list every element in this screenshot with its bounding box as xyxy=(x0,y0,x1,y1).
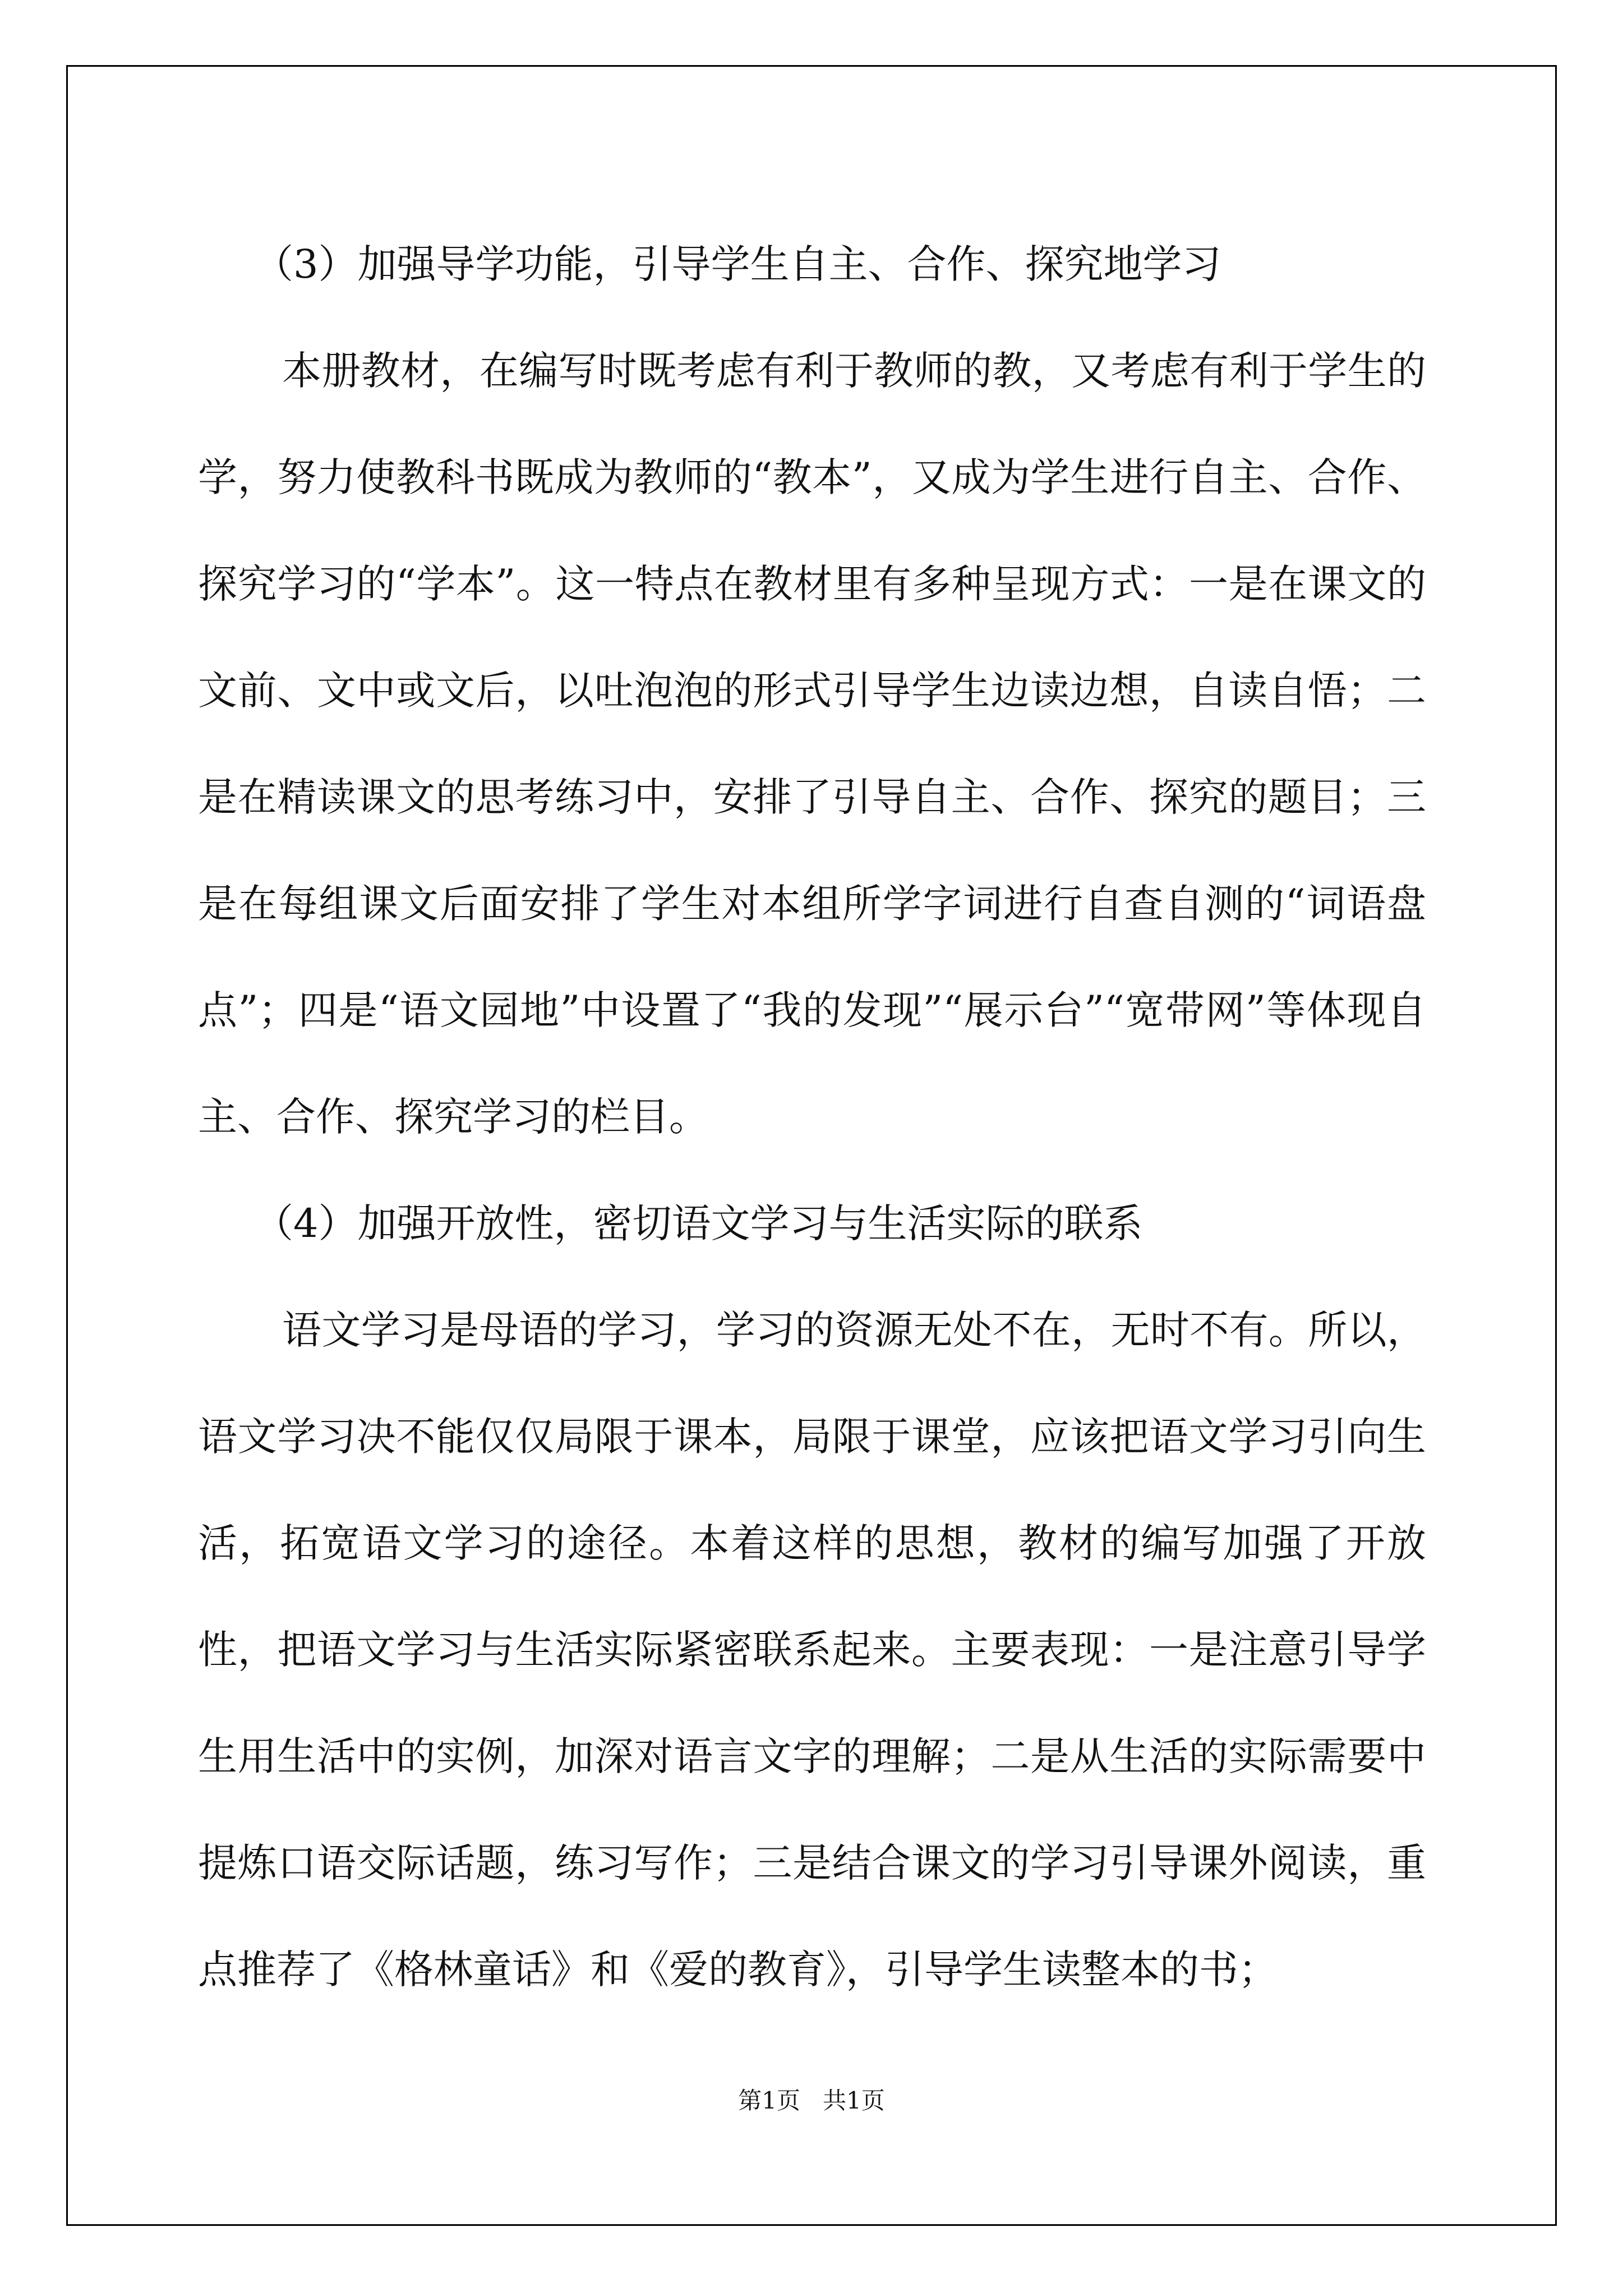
page-total: 共1页 xyxy=(823,2087,885,2114)
section-heading-4: （4）加强开放性，密切语文学习与生活实际的联系 xyxy=(254,1200,1143,1246)
paragraph-1: 本册教材，在编写时既考虑有利于教师的教，又考虑有利于学生的学，努力使教科书既成为教师的“教本”，又成为学生进行自主、合作、探究学习的“学本”。这一特点在教材里有多种呈现方式：一是在课文的文前、文中或文后，以吐泡泡的形式引导学生边读边想，自读自悟；二是在精读课文的思考练习中，安排了引导自主、合作、探究的题目；三是在每组课文后面安排了学生对本组所学字词进行自查自测的“词语盘点”；四是“语文园地”中设置了“我的发现”“展示台”“宽带网”等体现自主、合作、探究学习的栏目。 xyxy=(198,348,1426,1140)
section-heading-3: （3）加强导学功能，引导学生自主、合作、探究地学习 xyxy=(254,241,1221,287)
document-body xyxy=(198,211,1426,2023)
page-number: 第1页 xyxy=(738,2087,800,2114)
paragraph-2: 语文学习是母语的学习，学习的资源无处不在，无时不有。所以，语文学习决不能仅仅局限于课本，局限于课堂，应该把语文学习引向生活，拓宽语文学习的途径。本着这样的思想，教材的编写加强了开放性，把语文学习与生活实际紧密联系起来。主要表现：一是注意引导学生用生活中的实例，加深对语言文字的理解；二是从生活的实际需要中提炼口语交际话题，练习写作；三是结合课文的学习引导课外阅读，重点推荐了《格林童话》和《爱的教育》，引导学生读整本的书； xyxy=(198,1307,1426,1993)
page-footer xyxy=(0,2082,1623,2116)
